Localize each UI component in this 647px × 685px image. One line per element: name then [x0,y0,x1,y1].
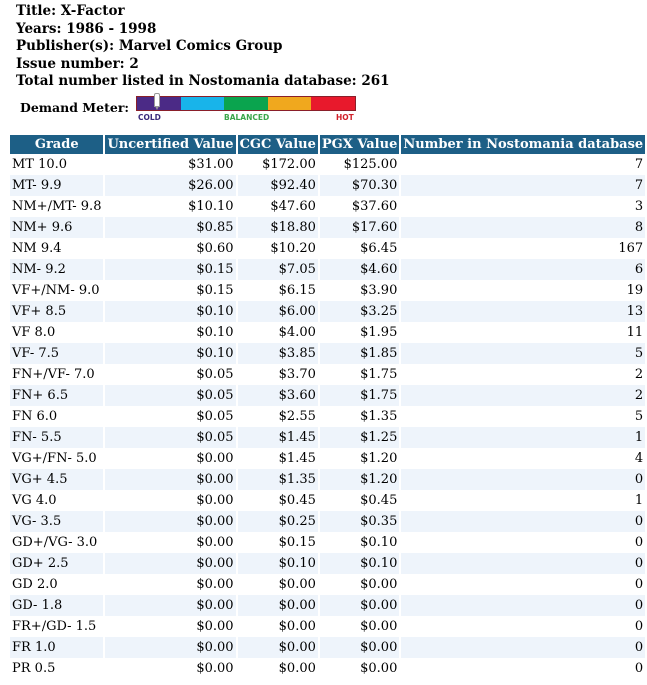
table-row [10,406,645,427]
pgx-value-cell: $6.45 [360,241,398,256]
pgx-value-cell: $1.20 [360,451,398,466]
pgx-value-cell: $70.30 [320,175,399,196]
table-row [10,532,645,553]
cgc-value-cell: $172.00 [262,157,316,172]
grade-cell: NM 9.4 [12,241,62,256]
pgx-value-cell: $3.25 [320,301,399,322]
count-cell: 4 [634,451,644,466]
count-cell: 2 [634,367,644,382]
uncertified-value-cell: $0.60 [196,241,234,256]
table-row [10,511,645,532]
pgx-value-cell: $125.00 [343,157,398,172]
uncertified-value-cell: $0.05 [196,367,234,382]
count-cell: 0 [634,619,644,634]
count-cell: 11 [626,325,644,340]
meter-segment-cool [181,97,225,110]
cgc-value-cell: $1.45 [238,427,318,448]
count-cell: 0 [634,535,644,550]
meter-segment-warm [268,97,312,110]
table-row [10,448,645,469]
table-row [10,154,645,175]
cgc-value-cell: $18.80 [238,217,318,238]
table-header-row [10,135,645,154]
title-line: Title: X-Factor [16,3,125,19]
uncertified-value-cell: $0.10 [196,325,234,340]
cgc-value-cell: $0.00 [278,619,316,634]
count-cell: 5 [401,343,645,364]
cgc-value-cell: $2.55 [278,409,316,424]
header-uncertified-value: Uncertified Value [107,137,234,152]
grade-cell: MT- 9.9 [10,175,103,196]
cgc-value-cell: $3.70 [278,367,316,382]
cgc-value-cell: $1.45 [278,451,316,466]
pgx-value-cell: $37.60 [351,199,398,214]
pgx-value-cell: $0.00 [360,577,398,592]
table-row [10,217,645,238]
cgc-value-cell: $0.00 [278,661,316,676]
count-cell: 6 [401,259,645,280]
header-grade: Grade [10,135,103,154]
meter-segment-hot [311,97,355,110]
pgx-value-cell: $0.45 [360,493,398,508]
pgx-value-cell: $1.20 [320,469,399,490]
header-pgx-value: PGX Value [321,137,398,152]
scale-hot-label: HOT [336,113,354,122]
grade-cell: NM+/MT- 9.8 [12,199,102,214]
uncertified-value-cell: $0.00 [196,619,234,634]
grade-cell: FR 1.0 [10,637,103,658]
table-row [10,259,645,280]
count-cell: 5 [634,409,644,424]
table-row [10,469,645,490]
grade-cell: GD 2.0 [12,577,58,592]
table-body [10,154,645,679]
uncertified-value-cell: $0.10 [105,301,235,322]
cgc-value-cell: $0.25 [238,511,318,532]
table-row [10,574,645,595]
cgc-value-cell: $0.00 [278,577,316,592]
grade-cell: FN 6.0 [12,409,58,424]
cgc-value-cell: $0.15 [278,535,316,550]
grade-cell: NM- 9.2 [10,259,103,280]
grade-cell: FN+/VF- 7.0 [12,367,95,382]
uncertified-value-cell: $0.00 [105,595,235,616]
publisher-line: Publisher(s): Marvel Comics Group [16,38,283,55]
grade-cell: VG 4.0 [12,493,57,508]
cgc-value-cell: $0.00 [238,595,318,616]
count-cell: 0 [401,469,645,490]
scale-cold-label: COLD [138,113,161,122]
price-guide-table [8,135,647,679]
cgc-value-cell: $6.00 [238,301,318,322]
years-line: Years: 1986 - 1998 [16,20,157,37]
pgx-value-cell: $17.60 [320,217,399,238]
grade-cell: VF+ 8.5 [10,301,103,322]
pgx-value-cell: $0.10 [360,535,398,550]
table-row [10,427,645,448]
pgx-value-cell: $1.35 [360,409,398,424]
table-row [10,322,645,343]
uncertified-value-cell: $0.10 [105,343,235,364]
grade-cell: VF- 7.5 [10,343,103,364]
uncertified-value-cell: $10.10 [188,199,234,214]
cgc-value-cell: $1.35 [238,469,318,490]
count-cell: 0 [401,553,645,574]
pgx-value-cell: $1.75 [320,385,399,406]
header-cgc-value: CGC Value [239,137,316,152]
count-cell: 1 [634,493,644,508]
comic-info [16,3,390,91]
pgx-value-cell: $3.90 [360,283,398,298]
table-row [10,658,645,679]
uncertified-value-cell: $0.85 [105,217,235,238]
grade-cell: VG+/FN- 5.0 [12,451,97,466]
uncertified-value-cell: $0.15 [105,259,235,280]
grade-cell: VG+ 4.5 [10,469,103,490]
grade-cell: GD- 1.8 [10,595,103,616]
demand-meter-scale [136,113,356,123]
table-row [10,637,645,658]
pgx-value-cell: $0.00 [360,619,398,634]
grade-cell: GD+/VG- 3.0 [12,535,98,550]
uncertified-value-cell: $0.00 [196,577,234,592]
grade-cell: FN+ 6.5 [10,385,103,406]
count-cell: 0 [634,661,644,676]
grade-cell: VG- 3.5 [10,511,103,532]
uncertified-value-cell: $0.05 [105,427,235,448]
grade-cell: PR 0.5 [12,661,56,676]
pgx-value-cell: $0.35 [320,511,399,532]
table-row [10,301,645,322]
grade-cell: NM+ 9.6 [10,217,103,238]
count-cell: 0 [634,577,644,592]
table-row [10,364,645,385]
total-listed-line: Total number listed in Nostomania database: 261 [16,73,390,90]
grade-cell: VF+/NM- 9.0 [12,283,100,298]
uncertified-value-cell: $0.00 [105,469,235,490]
pgx-value-cell: $1.75 [360,367,398,382]
cgc-value-cell: $4.00 [278,325,316,340]
table-row [10,595,645,616]
count-cell: 2 [401,385,645,406]
uncertified-value-cell: $0.00 [196,451,234,466]
count-cell: 0 [401,511,645,532]
cgc-value-cell: $10.20 [270,241,316,256]
uncertified-value-cell: $0.00 [196,493,234,508]
pgx-value-cell: $0.00 [360,661,398,676]
cgc-value-cell: $6.15 [278,283,316,298]
pgx-value-cell: $0.00 [320,595,399,616]
count-cell: 167 [618,241,644,256]
count-cell: 0 [401,637,645,658]
count-cell: 0 [401,595,645,616]
pgx-value-cell: $1.95 [360,325,398,340]
cgc-value-cell: $0.10 [238,553,318,574]
table-row [10,196,645,217]
uncertified-value-cell: $0.05 [196,409,234,424]
cgc-value-cell: $7.05 [238,259,318,280]
table-row [10,343,645,364]
count-cell: 8 [401,217,645,238]
demand-meter-bar [136,96,356,111]
table-row [10,385,645,406]
uncertified-value-cell: $31.00 [188,157,234,172]
uncertified-value-cell: $0.00 [105,637,235,658]
grade-cell: VF 8.0 [12,325,56,340]
header-count: Number in Nostomania database [403,137,644,152]
pgx-value-cell: $4.60 [320,259,399,280]
pgx-value-cell: $1.25 [320,427,399,448]
cgc-value-cell: $0.45 [278,493,316,508]
table-row [10,238,645,259]
grade-cell: FN- 5.5 [10,427,103,448]
demand-meter-label: Demand Meter: [20,100,130,115]
count-cell: 19 [626,283,644,298]
grade-cell: MT 10.0 [12,157,68,172]
pgx-value-cell: $0.00 [320,637,399,658]
uncertified-value-cell: $0.05 [105,385,235,406]
table-row [10,616,645,637]
uncertified-value-cell: $0.00 [105,511,235,532]
count-cell: 13 [401,301,645,322]
table-row [10,553,645,574]
uncertified-value-cell: $0.15 [196,283,234,298]
count-cell: 7 [401,175,645,196]
scale-balanced-label: BALANCED [224,113,270,122]
meter-needle-icon [154,93,160,107]
count-cell: 7 [634,157,644,172]
count-cell: 1 [401,427,645,448]
cgc-value-cell: $92.40 [238,175,318,196]
grade-cell: FR+/GD- 1.5 [12,619,97,634]
uncertified-value-cell: $0.00 [196,661,234,676]
cgc-value-cell: $0.00 [238,637,318,658]
uncertified-value-cell: $26.00 [105,175,235,196]
uncertified-value-cell: $0.00 [105,553,235,574]
cgc-value-cell: $47.60 [270,199,316,214]
issue-line: Issue number: 2 [16,55,139,72]
table-row [10,175,645,196]
meter-segment-balanced [224,97,268,110]
uncertified-value-cell: $0.00 [196,535,234,550]
table-row [10,490,645,511]
cgc-value-cell: $3.85 [238,343,318,364]
count-cell: 3 [634,199,644,214]
pgx-value-cell: $0.10 [320,553,399,574]
table-row [10,280,645,301]
grade-cell: GD+ 2.5 [10,553,103,574]
pgx-value-cell: $1.85 [320,343,399,364]
cgc-value-cell: $3.60 [238,385,318,406]
